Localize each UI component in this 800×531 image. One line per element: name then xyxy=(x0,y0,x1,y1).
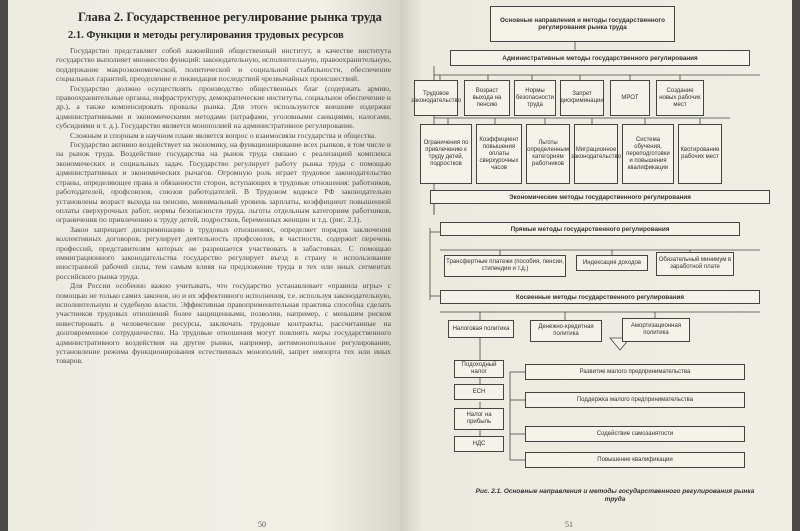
admin-child-labor-limits: Ограничения по привлечению к труду детей, подростков xyxy=(420,124,472,184)
body-text xyxy=(56,46,391,366)
paragraph: Государство должно осуществлять производство общественных благ (содержать армию, правоохранительные органы, инфраструктуру, демократические институты, социальное обеспечение и др.), а также компенсировать провалы рынка. Для этого используются внешние издержки административными и экономическими методами (штрафами, уголовными санкциями, налогами, субсидиями и т. д.). Государство является монополией на административное регулирование. xyxy=(56,83,391,131)
admin-safety-norms: Нормы безопасности труда xyxy=(514,80,556,116)
admin-job-creation: Создание новых рабочих мест xyxy=(656,80,704,116)
econ-methods-header: Экономические методы государственного регулирования xyxy=(430,190,770,204)
outcome-qualification: Повышение квалификации xyxy=(525,452,745,468)
direct-transfer-payments: Трансфертные платежи (пособия, пенсии, стипендии и т.д.) xyxy=(444,255,566,277)
admin-overtime-coefficient: Коэффициент повышения оплаты сверхурочных часов xyxy=(476,124,522,184)
diagram-root: Основные направления и методы государственного регулирования рынка труда xyxy=(490,6,675,42)
admin-min-wage: МРОТ xyxy=(610,80,650,116)
admin-benefits: Льготы определенным категориям работников xyxy=(526,124,570,184)
indirect-methods-header: Косвенные методы государственного регулирования xyxy=(440,290,760,304)
paragraph: Государство активно воздействует на экономику, на функционирование всех рынков, в том числе и на рынок труда. Воздействие государства на рынок труда связано с реализацией комплекса экономических и социальных задач. Государство регулирует работу рынка труда с помощью административных и экономических рычагов. Огромную роль играет трудовое законодательство страны, определяющее права и обязанности сторон, вступающих в трудовые отношения: работников, работодателей, профсоюзов, союзов работодателей. В Трудовом кодексе РФ законодательно установлены возраст выхода на пенсию, минимальный уровень зарплаты, коэффициент повышенной оплаты сверхурочных работ, нормы безопасности труда, льготы отдельным категориям работников, ограничения по привлечению к труду детей, подростков, беременных женщин и т.д. (рис. 2.1). xyxy=(56,140,391,225)
admin-methods-header: Административные методы государственного регулирования xyxy=(450,50,750,66)
paragraph: Для России особенно важно учитывать, что государство устанавливает «правила игры» с помощью не только самих законов, но и их эффективного исполнения, т.е. используя законодательную, исполнительную и судебную власти. Эффективная правоприменительная практика способна сделать участников трудовых отношений более защищенными, позволив, например, с меньшим риском инвестировать в человеческие ресурсы, заключать трудовые контракты, рассчитанные на долговременное сотрудничество. На трудовые отношения могут повлиять меры государственного административного воздействия на другие рынки, например, антимонопольное регулирование, установление режима функционирования естественных монополий, запрет импорта тех или иных товаров. xyxy=(56,281,391,366)
admin-labor-law: Трудовое законодательство xyxy=(414,80,458,116)
figure-caption: Рис. 2.1. Основные направления и методы государственного регулирования рынка труда xyxy=(475,488,755,503)
outcome-small-business-support: Поддержка малого предпринимательства xyxy=(525,392,745,408)
direct-methods-header: Прямые методы государственного регулирования xyxy=(440,222,740,236)
tax-vat: НДС xyxy=(454,436,504,452)
tax-income-tax: Подоходный налог xyxy=(454,360,504,378)
admin-migration-law: Миграционное законодательство xyxy=(574,124,618,184)
paragraph: Государство представляет собой важнейший общественный институт, в качестве института государство выполняет множество функций: законодательную, исполнительную, правоохранительную, поддержание макроэкономической, политической и социальной стабильности, обеспечение социальных гарантий, преодоление и ликвидация последствий чрезвычайных происшествий. xyxy=(56,46,391,84)
admin-training-system: Система обучения, переподготовки и повышения квалификации xyxy=(622,124,674,184)
tax-esn: ЕСН xyxy=(454,384,504,400)
admin-discrimination-ban: Запрет дискриминации xyxy=(560,80,604,116)
chapter-title: Глава 2. Государственное регулирование рынка труда xyxy=(78,10,382,24)
right-page xyxy=(400,0,792,531)
section-title: 2.1. Функции и методы регулирования трудовых ресурсов xyxy=(68,30,344,41)
paragraph: Закон запрещает дискриминацию в трудовых отношениях, определяет порядок заключения коллективных договоров, регулирует деятельность профсоюзов, в частности, содержит перечень профессий, представителям которых не разрешается участвовать в забастовках. С помощью иммиграционного законодательства государство регулирует въезд в страну и использование иностранной рабочей силы, тем самым влияя на предложение труда в тех или иных сегментах российского рынка труда. xyxy=(56,224,391,281)
outcome-self-employment: Содействие самозанятости xyxy=(525,426,745,442)
admin-retirement-age: Возраст выхода на пенсию xyxy=(464,80,510,116)
left-page xyxy=(8,0,400,531)
tax-profit-tax: Налог на прибыль xyxy=(454,408,504,430)
paragraph: Сложным и спорным в научном плане является вопрос о взаимосвязи государства и общества. xyxy=(70,130,377,140)
indirect-monetary-policy: Денежно-кредитная политика xyxy=(530,320,602,342)
outcome-small-business-development: Развитие малого предпринимательства xyxy=(525,364,745,380)
page-number-left: 50 xyxy=(258,520,266,529)
direct-income-indexation: Индексация доходов xyxy=(576,255,648,271)
page-number-right: 51 xyxy=(565,520,573,529)
indirect-depreciation-policy: Амортизационная политика xyxy=(622,318,690,342)
direct-min-wage: Обязательный минимум в заработной плате xyxy=(656,252,734,276)
indirect-tax-policy: Налоговая политика xyxy=(448,320,514,338)
admin-job-quotas: Квотирование рабочих мест xyxy=(678,124,722,184)
